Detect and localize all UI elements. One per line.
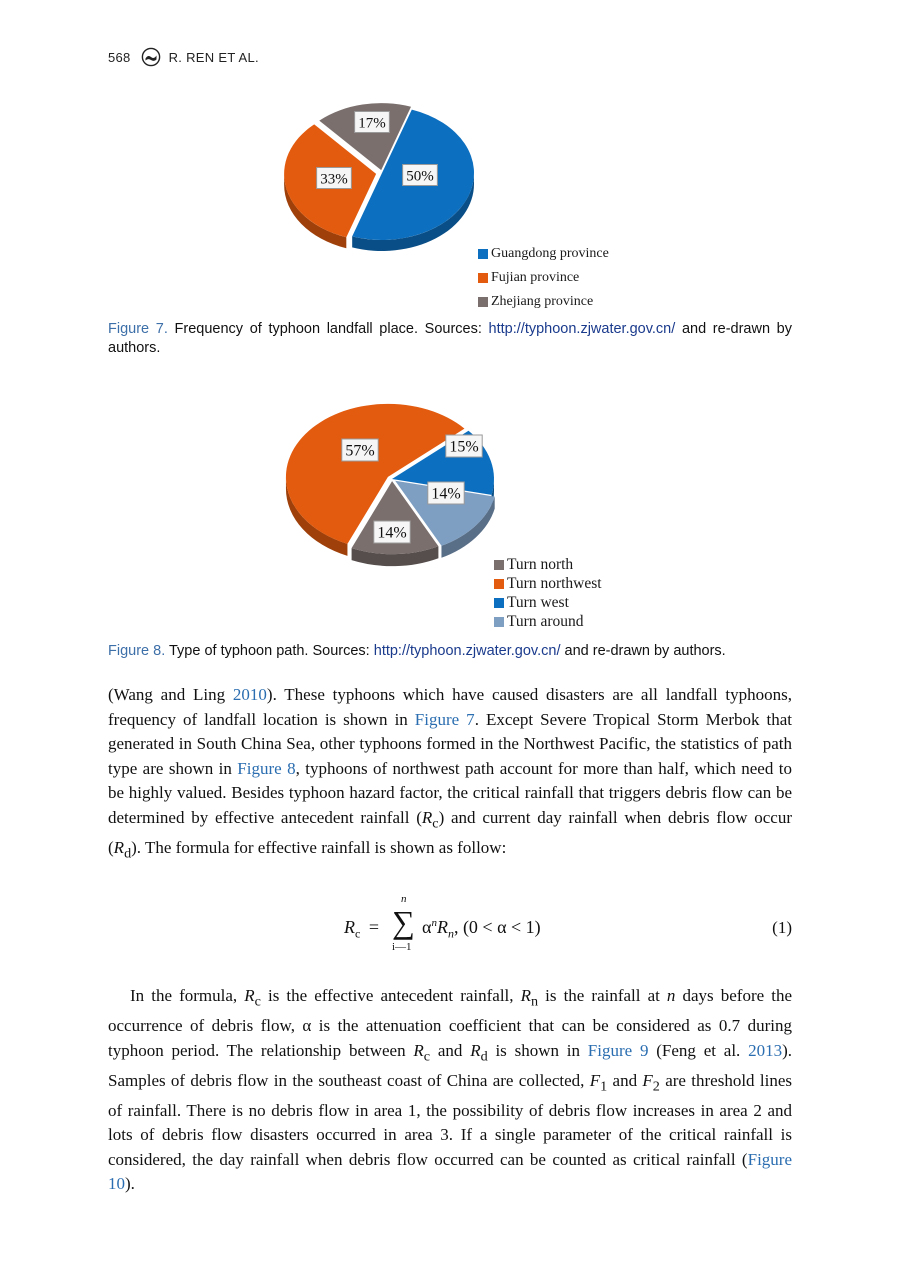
figure-7 (0, 96, 900, 318)
figure-8-legend-turn-west (494, 593, 602, 612)
figure-8-legend-label: Turn northwest (507, 575, 602, 592)
figure-8-legend-label: Turn west (507, 594, 569, 611)
figure-10-reference[interactable]: Figure 10 (108, 1149, 792, 1194)
body-paragraph-2: In the formula, $R_c$ is the effective antecedent rainfall, $R_n$ is the rainfall at n days before the occurrence of debris flow, α is the attenuation coefficient that can be considered as 0.7 during typhoon period. The relationship between $R_c$ and $R_d$ is shown in Figure 9 (Feng et al. 2013). Samples of debris flow in the southeast coast of China are collected, $F_1$ and $F_2$ are threshold lines of rainfall. There is no debris flow in area 1, the possibility of debris flow increases in area 2 and lots of debris flow disasters occurred in area 3. If a single parameter of the critical rainfall is considered, the day rainfall when debris flow occurred can be counted as critical rainfall (Figure 10). (108, 986, 793, 1194)
svg-text:33%: 33% (320, 171, 348, 188)
figure-8-legend (494, 555, 602, 631)
figure-8-pie-chart (0, 400, 900, 635)
figure-7-legend-fujian-province (478, 266, 609, 290)
figure-8-legend-swatch (494, 560, 504, 570)
figure-7-legend-swatch (478, 273, 488, 283)
figure-7-data-label-fujian-province (317, 168, 352, 189)
figure-8-legend-label: Turn around (507, 613, 584, 630)
figure-7-caption: Figure 7. Frequency of typhoon landfall place. Sources: http://typhoon.zjwater.gov.cn/ and re-drawn by authors. (108, 321, 792, 356)
figure-8-legend-swatch (494, 598, 504, 608)
figure-7-legend-zhejiang-province (478, 290, 609, 314)
figure-7-pie-chart (0, 96, 900, 318)
figure-7-data-label-guangdong-province (403, 165, 438, 186)
figure-7-legend-label: Zhejiang province (491, 294, 594, 309)
running-header (108, 46, 259, 68)
summation-symbol: ∑ (392, 904, 415, 940)
figure-9-reference[interactable]: Figure 9 (587, 1040, 649, 1060)
page-number: 568 (108, 49, 131, 65)
figure-8 (0, 400, 900, 635)
citation-feng-2013[interactable]: 2013 (748, 1040, 783, 1060)
svg-text:14%: 14% (377, 524, 407, 542)
citation-wang-ling-2010[interactable]: 2010 (232, 685, 267, 704)
figure-7-reference[interactable]: Figure 7 (414, 709, 475, 729)
figure-8-reference[interactable]: Figure 8 (237, 758, 296, 778)
figure-8-label: Figure 8. (108, 643, 166, 659)
svg-text:14%: 14% (431, 485, 461, 503)
running-authors: R. REN ET AL. (168, 49, 259, 65)
figure-7-legend-swatch (478, 297, 488, 307)
publisher-logo-icon (141, 47, 161, 67)
figure-7-legend-label: Fujian province (491, 270, 580, 285)
figure-8-data-label-turn-north (374, 521, 410, 543)
svg-text:17%: 17% (358, 115, 386, 132)
equation-number: (1) (772, 918, 792, 937)
figure-7-source-link[interactable]: http://typhoon.zjwater.gov.cn/ (488, 321, 676, 337)
figure-8-legend-swatch (494, 617, 504, 627)
svg-text:50%: 50% (406, 168, 434, 185)
figure-7-legend (478, 242, 609, 314)
figure-8-caption: Figure 8. Type of typhoon path. Sources: http://typhoon.zjwater.gov.cn/ and re-drawn by authors. (108, 643, 726, 659)
figure-8-legend-turn-around (494, 612, 602, 631)
equation-1: $R_c$ = ∑ n i—1 $\alpha^nR_n$, (0 < α < 1) (1) (344, 893, 792, 953)
figure-7-data-label-zhejiang-province (355, 112, 390, 133)
figure-8-data-label-turn-west (446, 435, 482, 457)
svg-text:15%: 15% (449, 438, 479, 456)
figure-8-data-label-turn-northwest (342, 439, 378, 461)
body-paragraph-1: (Wang and Ling 2010). These typhoons which have caused disasters are all landfall typhoons, frequency of landfall location is shown in Figure 7. Except Severe Tropical Storm Merbok that generated in South China Sea, other typhoons formed in the Northwest Pacific, the statistics of path type are shown in Figure 8, typhoons of northwest path account for more than half, which need to be highly valued. Besides typhoon hazard factor, the critical rainfall that triggers debris flow can be determined by effective antecedent rainfall $(R_c)$ and current day rainfall when debris flow occur $(R_d)$. The formula for effective rainfall is shown as follow: (108, 685, 792, 862)
figure-8-data-label-turn-around (428, 482, 464, 504)
figure-7-legend-guangdong-province (478, 242, 609, 266)
figure-8-legend-turn-northwest (494, 574, 602, 593)
figure-8-legend-turn-north (494, 555, 602, 574)
figure-7-label: Figure 7. (108, 321, 168, 337)
figure-8-legend-swatch (494, 579, 504, 589)
figure-8-legend-label: Turn north (507, 556, 574, 573)
figure-7-legend-label: Guangdong province (491, 246, 609, 261)
figure-7-legend-swatch (478, 249, 488, 259)
figure-8-source-link[interactable]: http://typhoon.zjwater.gov.cn/ (373, 643, 561, 659)
svg-text:57%: 57% (345, 442, 375, 460)
